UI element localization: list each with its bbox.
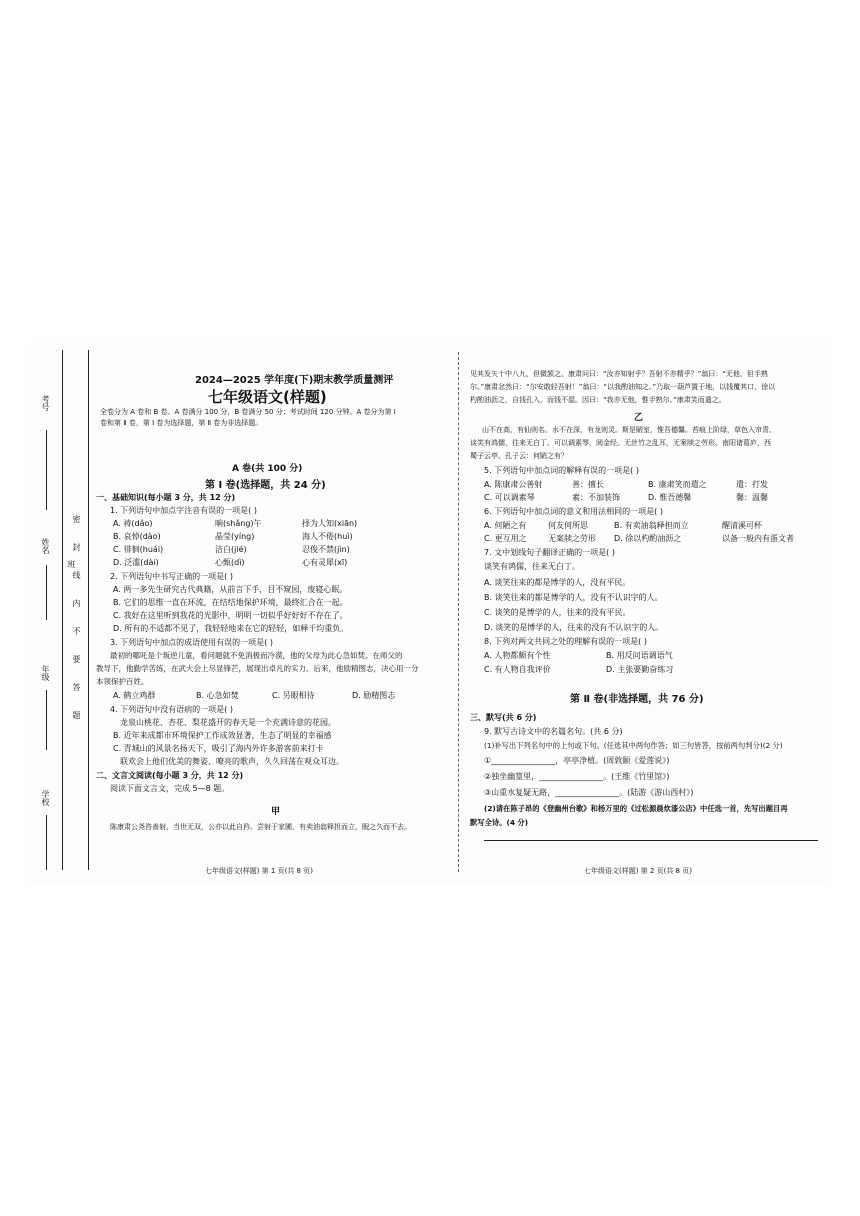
option: C. 有人物自我评价 — [484, 665, 551, 674]
fill-in-line[interactable]: ①________________，亭亭净植。(周敦颐《爱莲说》) — [484, 756, 670, 765]
page-footer: 七年级语文(样题) 第 1 页(共 8 页) — [205, 867, 313, 875]
part1-title: 第 Ⅰ 卷(选择题，共 24 分) — [205, 480, 326, 491]
option: 醒清溪可杯 — [722, 521, 762, 530]
section-title: 一、基础知识(每小题 3 分，共 12 分) — [96, 493, 236, 502]
exam-no-blank[interactable] — [46, 430, 47, 510]
option: 何友何所思 — [548, 521, 588, 530]
question-stem: 8. 下列对两文共同之处的理解有误的一项是( ) — [484, 637, 647, 646]
seal-char: 内 — [72, 599, 81, 607]
option: 海人不倦(huì) — [302, 532, 353, 541]
passage-line: 见其发矢十中八九，但微颔之。康肃问曰：“汝亦知射乎？吾射不亦精乎？”翁曰：“无他，但手熟 — [470, 370, 768, 378]
option: A. 人物都颇有个性 — [484, 651, 551, 660]
grade-blank[interactable] — [46, 690, 47, 750]
option: A. 鹤立鸡群 — [113, 691, 156, 700]
option: C. 徘徊(huái) — [113, 545, 164, 554]
passage-label: 乙 — [634, 413, 644, 423]
option: 无案牍之劳形 — [548, 534, 596, 543]
option: 龙泉山桃花、杏花、梨花盛开的春天是一个充满诗意的花园。 — [120, 718, 336, 727]
intro-line: 卷和第 Ⅱ 卷，第 Ⅰ 卷为选择题，第 Ⅱ 卷为非选择题。 — [100, 419, 263, 427]
binding-line-inner — [88, 350, 89, 870]
a-paper-title: A 卷(共 100 分) — [232, 464, 303, 474]
option: B. 有卖油翁释担而立 — [614, 521, 689, 530]
passage-line: 教导下，他勤学苦练，在武大会上尽显锋芒，展现出卓凡的实力。后来，他励精图志，决心用一分 — [96, 664, 419, 673]
option: A. 祷(dǎo) — [113, 519, 153, 528]
option: A. 谈笑往来的都是博学的人，没有平民。 — [484, 578, 631, 587]
question-stem: 4. 下列语句中没有语病的一项是( ) — [110, 705, 233, 714]
option: D. 惟吾德馨 — [648, 493, 692, 502]
passage-line: 最初的哪吒是个叛逆儿童，看问题就不免消极而冷漠，他的父母为此心急如焚。在师父的 — [110, 651, 403, 660]
option: 遣：打发 — [736, 480, 768, 489]
seal-char: 线 — [72, 571, 81, 579]
exam-year-title: 2024—2025 学年度(下)期末教学质量测评 — [195, 375, 394, 386]
option: B. 它们的思维一直在环流，在结结地保护环境，最终汇合在一起。 — [113, 598, 348, 607]
option: 馨：温馨 — [736, 493, 768, 502]
class-label: 班 — [67, 560, 76, 568]
question-stem: 5. 下列语句中加点词的解释有误的一项是( ) — [484, 466, 639, 475]
seal-char: 题 — [72, 711, 81, 719]
option: D. 徐以杓酌油沥之 — [614, 534, 682, 543]
option: 心甄(dì) — [215, 558, 245, 567]
option: A. 两一多先生研究古代典籍，从前言下手，目不窥园，废寝心眠。 — [113, 585, 348, 594]
option: D. 泛滥(dài) — [113, 558, 159, 567]
part2-title: 第 Ⅱ 卷(非选择题，共 76 分) — [570, 694, 704, 705]
seal-char: 不 — [72, 627, 81, 635]
option: 善：擅长 — [572, 480, 604, 489]
option: C. 我好在这里听到我花的光影中，明明一切似乎好好好不存在了。 — [113, 611, 348, 620]
option: 忍俊不禁(jìn) — [302, 545, 350, 554]
passage-label: 甲 — [271, 807, 281, 817]
school-blank[interactable] — [46, 815, 47, 870]
option: 联欢会上他们优美的舞姿、嘹亮的歌声，久久回荡在观众耳边。 — [120, 757, 344, 766]
option: A. 何陋之有 — [484, 521, 527, 530]
name-blank[interactable] — [46, 565, 47, 620]
section-title: 二、文言文阅读(每小题 3 分，共 12 分) — [96, 771, 244, 780]
option: B. 近年来成都市环境保护工作成效显著，生态了明显的幸福感 — [113, 731, 332, 740]
option: D. 所有的不适都不见了，我轻轻地来在它的轻轻，如释千均重负。 — [113, 624, 349, 633]
option: D. 谈笑的是博学的人，往来的没有不认识字的人。 — [484, 623, 664, 632]
page-footer: 七年级语文(样题) 第 2 页(共 8 页) — [584, 867, 692, 875]
passage-line: 本领保护百姓。 — [96, 677, 149, 686]
question-instruction: 默写全诗。(4 分) — [470, 818, 529, 827]
option: 心有灵犀(xī) — [302, 558, 348, 567]
passage-line: 陈康肃公尧咨善射，当世无双，公亦以此自矜。尝射于家圃，有卖油翁释担而立，睨之久而不去。 — [110, 823, 411, 831]
passage-line: 蜀子云亭。孔子云：何陋之有？ — [470, 452, 568, 460]
name-label: 姓名 — [41, 538, 50, 554]
page-divider — [458, 352, 459, 872]
quoted-sentence: 谈笑有鸿儒，往来无白丁。 — [484, 562, 580, 571]
school-label: 学校 — [41, 790, 50, 806]
option: B. 康肃笑而遣之 — [648, 480, 707, 489]
option: D. 主张要勤奋练习 — [606, 665, 674, 674]
question-stem: 1. 下列语句中加点字注音有误的一项是( ) — [110, 506, 257, 515]
exam-subject-title: 七年级语文(样题) — [208, 388, 327, 406]
question-stem: 7. 文中划线句子翻译正确的一项是( ) — [484, 548, 615, 557]
question-stem: 2. 下列语句中书写正确的一项是( ) — [110, 572, 233, 581]
option: 择为人知(xiān) — [302, 519, 358, 528]
passage-line: 尔。”康肃忿然曰：“尔安敢轻吾射！”翁曰：“以我酌油知之。”乃取一葫芦置于地，以钱覆其口，徐以 — [470, 383, 776, 391]
passage-line: 谈笑有鸿儒，往来无白丁。可以调素琴，阅金经。无丝竹之乱耳，无案牍之劳形。南阳诸葛庐，西 — [470, 439, 771, 447]
question-stem: 9. 默写古诗文中的名篇名句。(共 6 分) — [484, 727, 623, 736]
option: 洁白(jié) — [215, 545, 247, 554]
option: B. 谈笑往来的都是博学的人，没有不认识字的人。 — [484, 593, 663, 602]
option: 晌(shǎng)午 — [215, 519, 262, 528]
exam-no-label: 考号 — [41, 395, 50, 411]
option: 晶莹(yíng) — [215, 532, 255, 541]
section-title: 三、默写(共 6 分) — [470, 713, 537, 722]
binding-line-outer — [62, 350, 63, 870]
option: C. 青城山的风景名扬天下，吸引了海内外许多游客前来打卡 — [113, 744, 324, 753]
seal-char: 答 — [72, 683, 81, 691]
option: B. 哀悼(dào) — [113, 532, 161, 541]
fill-in-line[interactable]: ③山重水复疑无路，________________。(陆游《游山西村》) — [484, 788, 694, 797]
option: B. 心急如焚 — [196, 691, 239, 700]
passage-line: 山不在高，有仙则名。水不在深，有龙则灵。斯是陋室，惟吾德馨。苔痕上阶绿，草色入帘青。 — [482, 426, 776, 434]
option: D. 励精图志 — [352, 691, 396, 700]
grade-label: 年级 — [41, 665, 50, 681]
fill-in-line[interactable]: ②独坐幽篁里，________________。(王维《竹里馆》) — [484, 772, 670, 781]
option: C. 更互用之 — [484, 534, 527, 543]
option: 以备一般内有蛋文者 — [722, 534, 794, 543]
option: B. 用反问语调语气 — [606, 651, 673, 660]
option: C. 另眼相待 — [272, 691, 315, 700]
question-stem: 6. 下列语句中加点词的意义和用法相同的一项是( ) — [484, 507, 663, 516]
question-stem: 3. 下列语句中加点的成语使用有误的一项是( ) — [110, 638, 273, 647]
seal-char: 密 — [72, 515, 81, 523]
option: A. 陈康肃公善射 — [484, 480, 543, 489]
seal-char: 封 — [72, 543, 81, 551]
option: C. 谈笑的是博学的人，往来的没有平民。 — [484, 608, 631, 617]
question-instruction: (1)补写出下列名句中的上句或下句。(任选其中两句作答；如三句皆答，按前两句判分)(2 分) — [484, 741, 783, 750]
passage-line: 杓酌油沥之，自钱孔入，而钱不湿。因曰：“我亦无他，惟手熟尔。”康肃笑而遣之。 — [470, 396, 726, 404]
seal-char: 要 — [72, 655, 81, 663]
question-instruction: (2)请在陈子昂的《登幽州台歌》和杨万里的《过松源晨炊漆公店》中任选一首，先写出题目再 — [484, 804, 788, 813]
option: 素：不加装饰 — [572, 493, 620, 502]
option: C. 可以调素琴 — [484, 493, 535, 502]
intro-line: 全卷分为 A 卷和 B 卷。A 卷满分 100 分，B 卷满分 50 分；考试时间 120 分钟。A 卷分为第 Ⅰ — [100, 408, 396, 416]
section-intro: 阅读下面文言文，完成 5—8 题。 — [110, 784, 230, 793]
answer-line[interactable] — [484, 840, 818, 841]
